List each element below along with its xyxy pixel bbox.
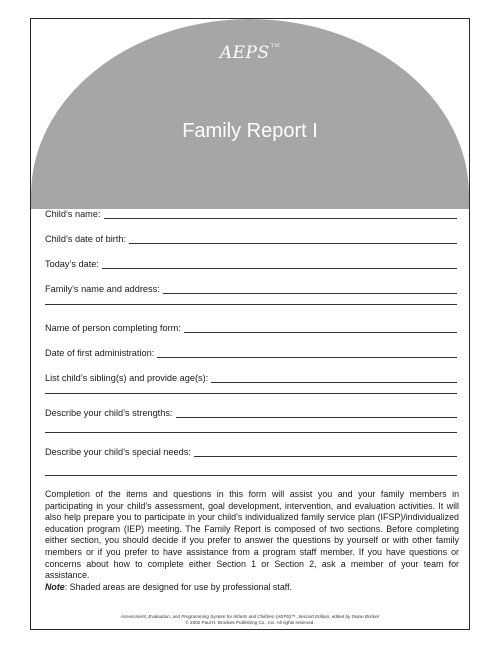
date-of-birth-field[interactable]: [45, 230, 457, 244]
childs-name-line[interactable]: [104, 208, 458, 219]
siblings-field[interactable]: [45, 369, 457, 383]
first-administration-line[interactable]: [157, 347, 457, 358]
date-of-birth-label: Child’s date of birth:: [45, 234, 127, 244]
citation-text: Assessment, Evaluation, and Programming System for Infants and Children (AEPS)™, Second Edition, edited by Diane Bricker: [120, 614, 380, 619]
strengths-field[interactable]: [45, 404, 457, 418]
todays-date-field[interactable]: [45, 255, 457, 269]
family-address-line-2[interactable]: [45, 304, 457, 305]
person-completing-line[interactable]: [184, 322, 457, 333]
instructions-text: Completion of the items and questions in this form will assist you and your family members in participating in your child’s assessment, goal development, intervention, and evaluation activities. It will also help prepare you to participate in your child’s individualized family service plan (IFSP)/individualized education program (IEP) meeting. The Family Report is composed of two sections. Before completing either section, you should decide if you prefer to answer the questions by yourself or with other family members or if you prefer to have assistance from a program staff member. If you have questions or concerns about how to complete either Section 1 or Section 2, ask a member of your team for assistance.: [45, 489, 459, 581]
footer-citation: [31, 614, 469, 626]
strengths-line-2[interactable]: [45, 432, 457, 433]
copyright-text: © 2002 Paul H. Brookes Publishing Co., Inc. All rights reserved.: [185, 620, 315, 625]
strengths-line[interactable]: [176, 407, 458, 418]
siblings-line[interactable]: [211, 372, 457, 383]
childs-name-field[interactable]: [45, 205, 457, 219]
form-page: [30, 18, 470, 630]
siblings-line-2[interactable]: [45, 393, 457, 394]
person-completing-label: Name of person completing form:: [45, 323, 181, 333]
siblings-label: List child’s sibling(s) and provide age(s):: [45, 373, 209, 383]
first-administration-field[interactable]: [45, 344, 457, 358]
date-of-birth-line[interactable]: [129, 233, 457, 244]
special-needs-line[interactable]: [194, 446, 457, 457]
note-text: : Shaded areas are designed for use by professional staff.: [64, 581, 293, 592]
family-name-address-label: Family’s name and address:: [45, 284, 160, 294]
note-label: Note: [45, 581, 65, 592]
page-title: Family Report I: [182, 120, 318, 142]
special-needs-label: Describe your child’s special needs:: [45, 447, 191, 457]
todays-date-label: Today’s date:: [45, 259, 99, 269]
person-completing-field[interactable]: [45, 319, 457, 333]
childs-name-label: Child’s name:: [45, 209, 101, 219]
special-needs-line-2[interactable]: [45, 475, 457, 476]
special-needs-field[interactable]: [45, 443, 457, 457]
first-administration-label: Date of first administration:: [45, 348, 155, 358]
strengths-label: Describe your child’s strengths:: [45, 408, 173, 418]
todays-date-line[interactable]: [102, 258, 457, 269]
instructions-paragraph: [45, 489, 459, 593]
family-name-address-line[interactable]: [163, 283, 457, 294]
family-name-address-field[interactable]: [45, 280, 457, 294]
aeps-logo: AEPS™: [219, 43, 281, 63]
